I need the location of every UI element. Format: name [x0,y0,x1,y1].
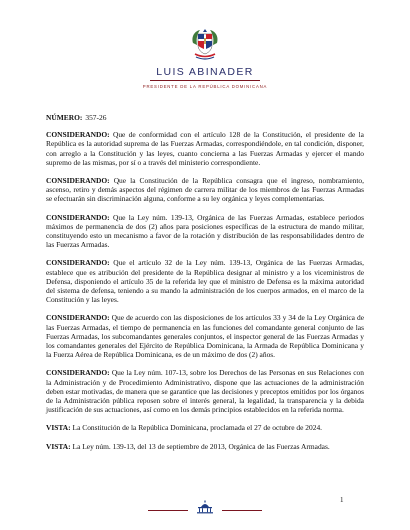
considerando-paragraph [46,213,364,250]
footer-divider-left [148,510,188,511]
paragraph-text: Que el artículo 32 de la Ley núm. 139-13, Orgánica de las Fuerzas Armadas, establece que es atribución del presidente de la República designar al ministro y a los viceministros de Defensa, disponiendo el artículo 35 de la referida ley que el ministro de Defensa es la máxima autoridad del sistema de defensa, teniendo a su mando la administración de los cuerpos armados, en el marco de la Constitución y las leyes. [46,258,365,305]
header-subtitle: PRESIDENTE DE LA REPÚBLICA DOMINICANA [142,84,268,89]
paragraph-text: Que la Ley núm. 139-13, Orgánica de las Fuerzas Armadas, establece periodos máximos de permanencia de dos (2) años para posiciones específicas de la estructura de mando militar, constituyendo esto un mecanismo a favor de la rotación y distribución de las responsabilidades dentro de las Fuerzas Armadas. [46,212,365,250]
paragraph-text: Que de conformidad con el artículo 128 de la Constitución, el presidente de la República es la autoridad suprema de las Fuerzas Armadas, correspondiéndole, en tal condición, disponer, con arreglo a la Constitución y las leyes, cuanto concierna a las Fuerzas Armadas y ejercer el mando supremo de las mismas, por sí o a través del ministerio correspondiente. [46,130,364,167]
document-number [46,113,364,122]
considerando-paragraph [46,368,364,414]
paragraph-lead: CONSIDERANDO: [46,258,110,268]
coat-of-arms-icon [189,27,221,61]
paragraph-text: La Ley núm. 139-13, del 13 de septiembre de 2013, Orgánica de las Fuerzas Armadas. [72,441,330,451]
numero-value: 357-26 [85,113,107,122]
paragraph-lead: CONSIDERANDO: [46,212,110,222]
paragraph-lead: VISTA: [46,423,71,433]
paragraph-text: La Constitución de la República Dominicana, proclamada el 27 de octubre de 2024. [72,423,323,433]
paragraph-text: Que la Ley núm. 107-13, sobre los Derechos de las Personas en sus Relaciones con la Administración y de Procedimiento Administrativo, dispone que las actuaciones de la administración deben estar motivadas, de manera que se garantice que las decisiones y preceptos emitidos por los órganos de la Administración pública reposen sobre el interés general, la legalidad, la transparencia y la debida justificación de sus actuaciones, así como en los demás principios establecidos en la referida norma. [46,368,364,415]
paragraph-lead: VISTA: [46,441,71,451]
vista-paragraph [46,423,364,432]
vista-paragraph [46,442,364,451]
palace-emblem-icon [195,500,215,514]
document-body [46,113,364,460]
header-divider [150,80,260,81]
page-number: 1 [340,496,344,504]
considerando-paragraph [46,176,364,204]
paragraph-lead: CONSIDERANDO: [46,130,110,140]
numero-label: NÚMERO: [46,113,83,122]
footer-divider-right [222,510,262,511]
paragraph-text: Que de acuerdo con las disposiciones de los artículos 33 y 34 de la Ley Orgánica de las Fuerzas Armadas, el tiempo de permanencia en las funciones del comandante general conjunto de las Fuerzas Armadas, los subcomandantes generales conjuntos, el inspector general de las Fuerzas Armadas y los comandantes generales del Ejército de República Dominicana, la Armada de República Dominicana y la Fuerza Aérea de República Dominicana, es de un máximo de dos (2) años. [46,313,365,360]
paragraph-text: Que la Constitución de la República consagra que el ingreso, nombramiento, ascenso, retiro y demás aspectos del régimen de carrera militar de los miembros de las Fuerzas Armadas se efectuarán sin discriminación alguna, conforme a su ley orgánica y leyes complementarias. [46,176,364,204]
considerando-paragraph [46,258,364,304]
considerando-paragraph [46,130,364,167]
paragraph-lead: CONSIDERANDO: [46,313,110,323]
header-name: LUIS ABINADER [156,66,254,78]
paragraph-lead: CONSIDERANDO: [46,368,110,378]
paragraph-lead: CONSIDERANDO: [46,176,110,186]
considerando-paragraph [46,313,364,359]
